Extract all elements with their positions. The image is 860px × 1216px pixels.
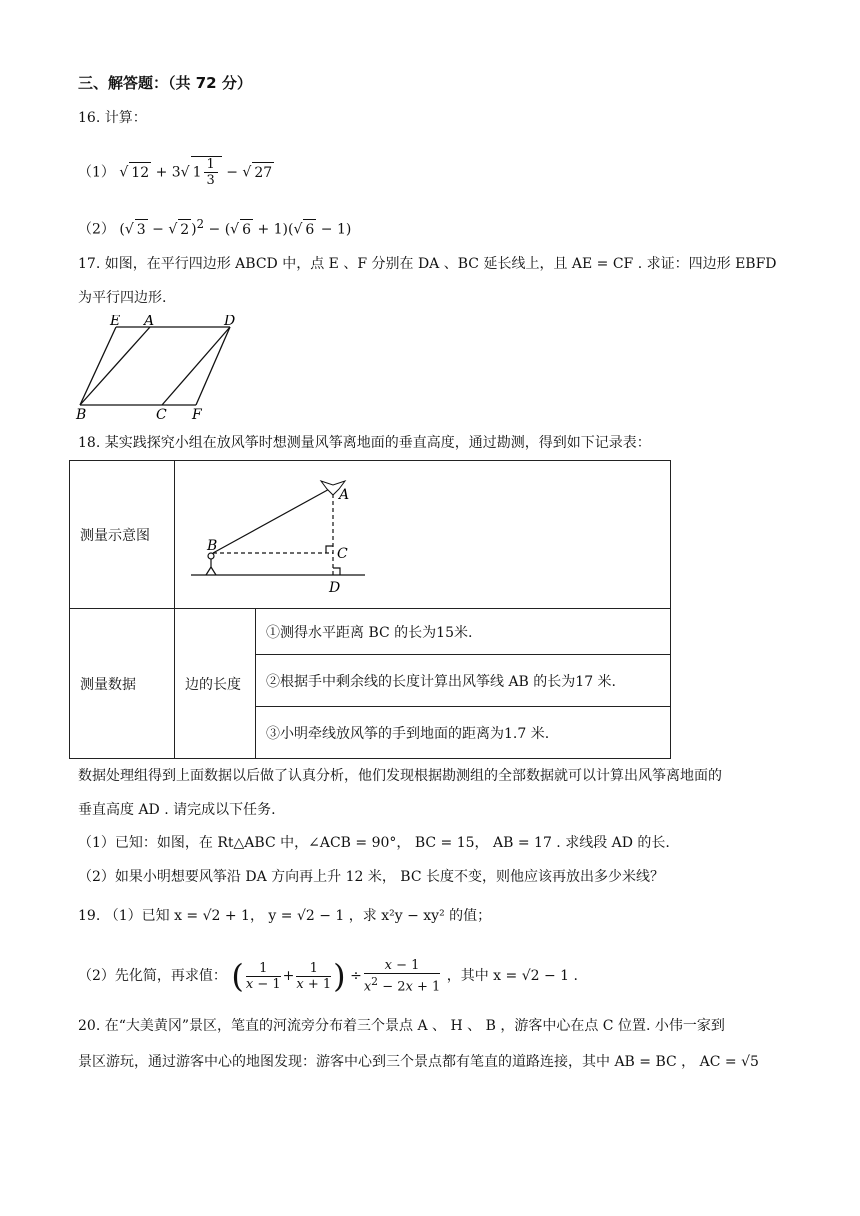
- q19-part1: 19. （1）已知 x = √2 + 1， y = √2 − 1 ，求 x²y − xy² 的值；: [78, 908, 492, 924]
- q18-task2: （2）如果小明想要风筝沿 DA 方向再上升 12 米， BC 长度不变，则他应该再放出多少米线？: [78, 869, 665, 885]
- fig17-label-D: D: [224, 315, 236, 329]
- q19-part2: （2）先化简，再求值： ( $\frac{1}{x - 1}$ + $\frac{1}{x + 1}$ ) ÷ $\frac{x - 1}{x^2 - 2x + 1}$ ，其中 x = √2 − 1 .: [78, 957, 578, 996]
- q18-stem: 18. 某实践探究小组在放风筝时想测量风筝离地面的垂直高度，通过勘测，得到如下记录表：: [78, 435, 651, 451]
- fig18-label-A: A: [339, 486, 350, 503]
- q19-part2-suffix: ，其中 x = √2 − 1 .: [446, 968, 578, 985]
- fig18-label-B: B: [207, 537, 218, 554]
- q18-para1: 数据处理组得到上面数据以后做了认真分析，他们发现根据勘测组的全部数据就可以计算出风筝离地面的: [78, 768, 722, 784]
- fig18-label-D: D: [329, 579, 341, 596]
- fig17-label-B: B: [76, 407, 87, 420]
- q16-part1-label: （1）: [78, 164, 115, 181]
- fig17-label-A: A: [144, 315, 155, 329]
- table-header-side-length: 边的长度: [175, 609, 256, 759]
- q20-line2: 景区游玩，通过游客中心的地图发现：游客中心到三个景点都有笔直的道路连接，其中 AB = BC ， AC = √5: [78, 1054, 759, 1070]
- parallelogram-figure: [70, 315, 260, 420]
- q17-line1: 17. 如图，在平行四边形 ABCD 中，点 E 、F 分别在 DA 、BC 延长线上，且 AE = CF . 求证：四边形 EBFD: [78, 256, 777, 272]
- q20-line1: 20. 在“大美黄冈”景区，笔直的河流旁分布着三个景点 A 、 H 、 B ，游客中心在点 C 位置. 小伟一家到: [78, 1018, 725, 1034]
- data-row-1: ①测得水平距离 BC 的长为15米.: [256, 609, 671, 655]
- table-header-diagram: 测量示意图: [70, 461, 175, 609]
- q16-part1: （1） √ 12 + 3√ 1 $\frac{1}{3}$ − √ 27: [78, 157, 273, 188]
- section-title: 三、解答题：（共 72 分）: [78, 74, 252, 92]
- q19-part2-prefix: （2）先化简，再求值：: [78, 968, 227, 985]
- data-row-3: ③小明牵线放风筝的手到地面的距离为1.7 米.: [256, 707, 671, 759]
- q16-part2-label: （2）: [78, 221, 115, 238]
- table-header-data: 测量数据: [70, 609, 175, 759]
- diagram-cell: [175, 461, 671, 609]
- q17-line2: 为平行四边形.: [78, 290, 167, 306]
- fig17-label-C: C: [156, 407, 167, 420]
- data-row-2: ②根据手中剩余线的长度计算出风筝线 AB 的长为17 米.: [256, 655, 671, 707]
- measurement-record-table: [69, 460, 671, 759]
- q18-task1: （1）已知：如图，在 Rt△ABC 中，∠ACB = 90°， BC = 15， AB = 17 . 求线段 AD 的长.: [78, 835, 670, 851]
- q16-stem: 16. 计算：: [78, 110, 147, 126]
- kite-figure: [185, 465, 385, 601]
- fig18-label-C: C: [337, 545, 348, 562]
- fig17-label-E: E: [110, 315, 121, 329]
- q18-para2: 垂直高度 AD . 请完成以下任务.: [78, 802, 276, 818]
- fig17-label-F: F: [192, 407, 202, 420]
- q16-part2: （2） (√ 3 − √ 2 )$^2$ − (√ 6 + 1)(√ 6 − 1): [78, 217, 352, 238]
